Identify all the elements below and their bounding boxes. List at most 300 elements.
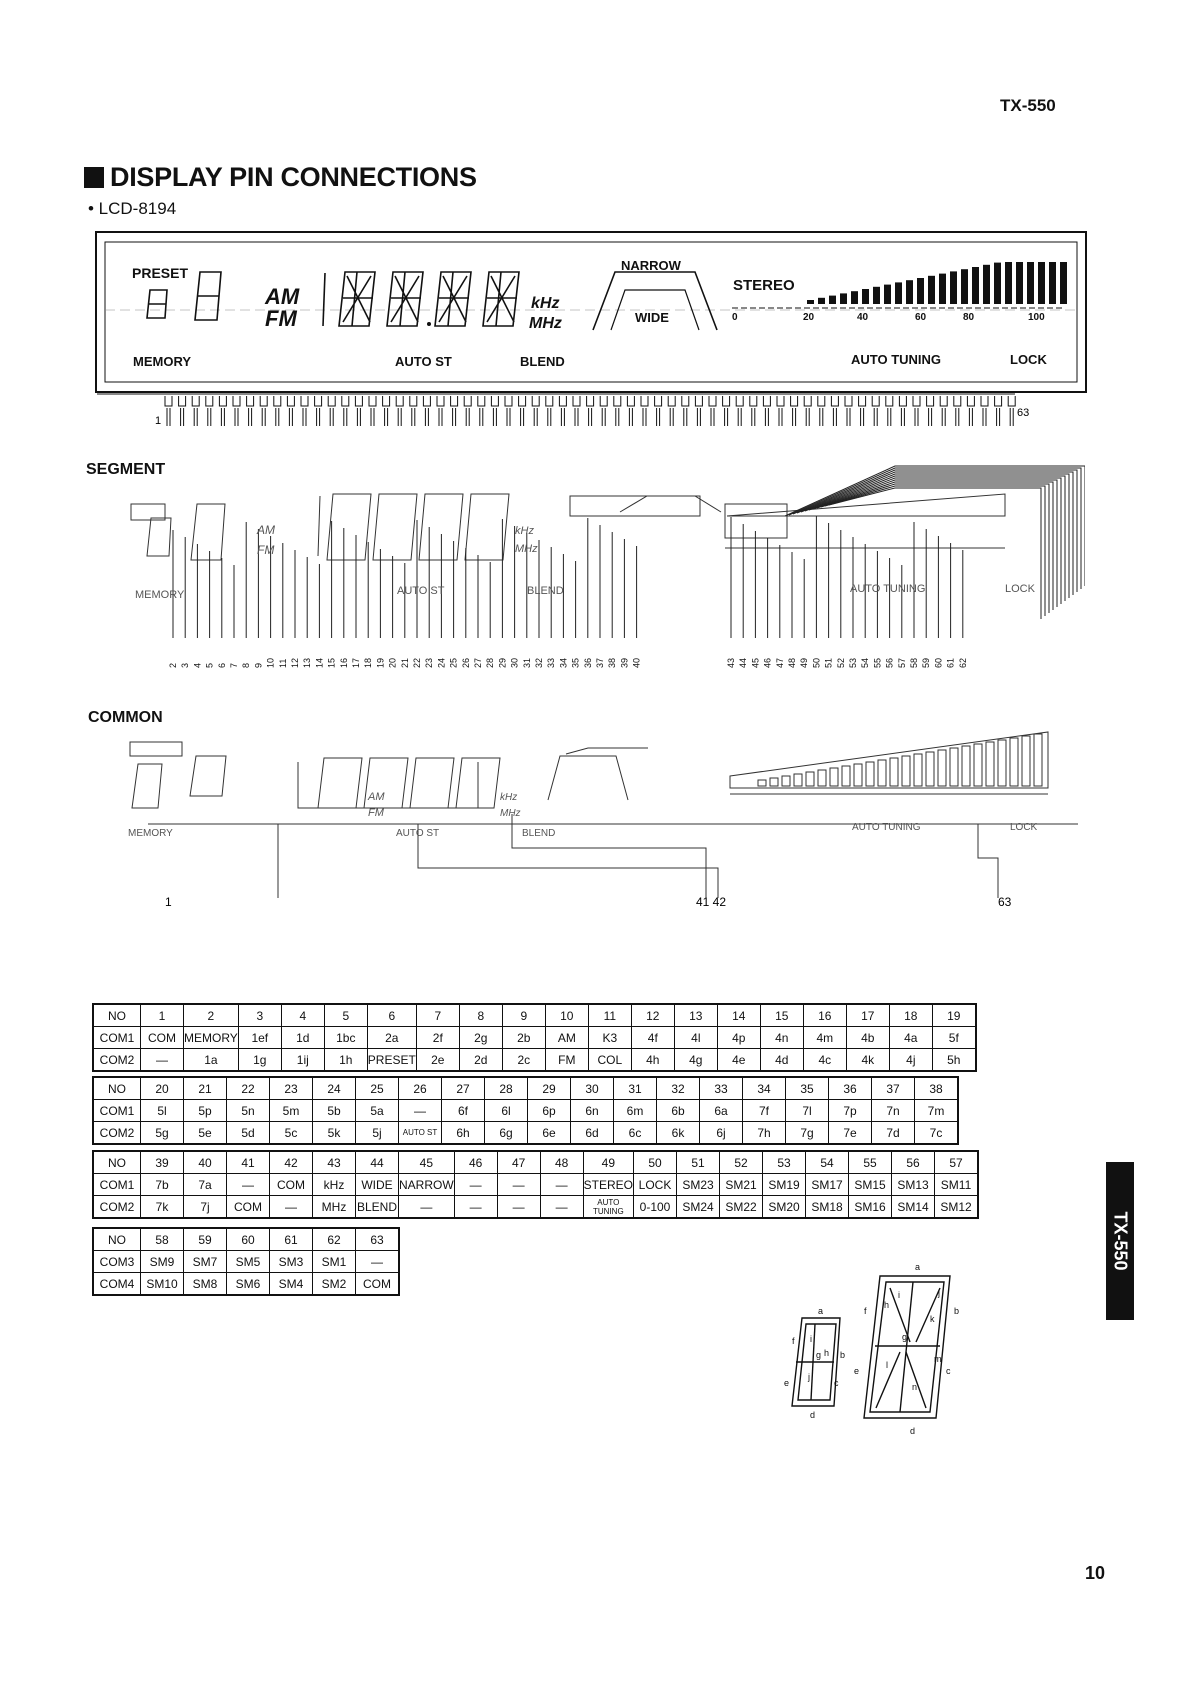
table-cell: 51 [677,1151,720,1174]
table-cell: 34 [743,1077,786,1100]
table-cell: 18 [889,1004,932,1027]
segment-bus-wire [797,472,1073,595]
table-cell: 4n [760,1027,803,1049]
seg7-label: c [834,1378,839,1388]
table-cell: 55 [849,1151,892,1174]
table-cell: SM18 [806,1196,849,1219]
common-bar [1010,738,1018,786]
table-cell: SM2 [313,1273,356,1296]
pin [818,396,825,426]
seg-memory: MEMORY [135,589,185,601]
pin [695,396,702,426]
table-cell: SM20 [763,1196,806,1219]
segment-pin-number: 61 [945,657,956,668]
pin [410,396,417,426]
segment-pin-number: 62 [957,657,968,668]
com-auto-tuning: AUTO TUNING [852,822,921,833]
pin [940,396,947,426]
table-cell: 6f [442,1100,485,1122]
table-cell: — [399,1196,455,1219]
segment-pin-number: 26 [460,657,471,668]
table-cell: — [497,1196,540,1219]
pin [627,396,634,426]
lcd-narrow: NARROW [621,258,681,273]
table-cell: 4 [281,1004,324,1027]
segment-pin-number: 48 [787,657,797,668]
row-header: NO [93,1151,141,1174]
table-cell: SM10 [141,1273,184,1296]
table-cell: 41 [227,1151,270,1174]
segment-pin-number: 10 [265,657,276,668]
table-cell: 6m [614,1100,657,1122]
table-cell: 17 [846,1004,889,1027]
table-cell: 4a [889,1027,932,1049]
common-bar [830,768,838,786]
table-cell: 7l [786,1100,829,1122]
segment-pin-number: 53 [848,657,858,668]
seg7-label: j [808,1372,810,1382]
segment-pin-number: 15 [326,657,337,668]
pin [287,396,294,426]
row-header: COM2 [93,1049,141,1072]
table-row [93,1077,958,1100]
table-cell: 2g [459,1027,502,1049]
pin [437,396,444,426]
seg-lock: LOCK [1005,583,1035,595]
table-cell: 7e [829,1122,872,1145]
seg-blend: BLEND [527,585,564,597]
common-bar [758,780,766,786]
row-header: COM2 [93,1196,141,1219]
table-cell: 6b [657,1100,700,1122]
com-lock: LOCK [1010,822,1038,833]
pin [423,396,430,426]
table-cell: 6j [700,1122,743,1145]
table-cell: 1ij [281,1049,324,1072]
table-cell: COM [270,1174,313,1196]
table-cell: SM3 [270,1251,313,1273]
table-cell: SM14 [892,1196,935,1219]
segment-pin-number: 3 [180,662,191,668]
table-cell: SM12 [935,1196,979,1219]
seg16-label: d [910,1426,916,1436]
table-cell: 4d [760,1049,803,1072]
pin-table-39-57 [92,1150,979,1219]
lcd-wide: WIDE [635,310,669,325]
pin [179,396,186,426]
table-cell: 15 [760,1004,803,1027]
meter-bar [829,296,836,304]
table-cell: 4h [631,1049,674,1072]
com-bars [758,734,1042,786]
table-cell: 40 [184,1151,227,1174]
segment-pin-number: 8 [241,662,252,668]
table-cell: 6l [485,1100,528,1122]
lcd-mhz: MHz [529,315,562,332]
common-bar [902,756,910,786]
pin [532,396,539,426]
pin [736,396,743,426]
table-cell: SM23 [677,1174,720,1196]
table-cell: BLEND [356,1196,399,1219]
table-cell: 1 [141,1004,184,1027]
table-cell: SM13 [892,1174,935,1196]
table-row [93,1196,978,1219]
pin [587,396,594,426]
common-bar [806,772,814,786]
segment-pin-number: 47 [774,657,785,668]
table-cell: SM19 [763,1174,806,1196]
table-cell: — [454,1174,497,1196]
pin [573,396,580,426]
seg16-label: e [854,1366,860,1376]
pin [247,396,254,426]
table-row [93,1122,958,1145]
table-cell: SM15 [849,1174,892,1196]
common-bar [974,744,982,786]
common-bar [770,778,778,786]
table-cell: AUTO TUNING [583,1196,633,1219]
segment-pin-number: 21 [399,657,410,668]
common-bar [950,748,958,786]
seg16-label: j [938,1288,940,1298]
meter-bar [862,289,869,304]
pin [655,396,662,426]
table-cell: 8 [459,1004,502,1027]
segment-pin-number: 16 [338,657,349,668]
table-cell: 53 [763,1151,806,1174]
table-cell: 4p [717,1027,760,1049]
common-bar [998,740,1006,786]
seg7-label: e [784,1378,790,1388]
table-cell: 5c [270,1122,313,1145]
table-cell: 5l [141,1100,184,1122]
pin [954,396,961,426]
common-bar [842,766,850,786]
common-bar [878,760,886,786]
segment-pin-number: 51 [823,657,834,668]
pin [641,396,648,426]
table-cell: 35 [786,1077,829,1100]
common-bar [866,762,874,786]
table-cell: 39 [141,1151,184,1174]
common-bar [962,746,970,786]
table-cell: 36 [829,1077,872,1100]
segment-pin-number: 57 [896,657,907,668]
pin-1-label: 1 [155,415,162,427]
segment-pin-number: 37 [595,657,605,668]
common-label: COMMON [88,709,163,726]
table-row [93,1100,958,1122]
table-cell: 7k [141,1196,184,1219]
seg-fm: FM [257,543,275,557]
pin [899,396,906,426]
pin [369,396,376,426]
com-am: AM [368,791,385,803]
seg16-label: n [912,1382,918,1392]
pin [451,396,458,426]
table-row [93,1251,399,1273]
segment-pin-number: 18 [363,657,374,668]
title-text: DISPLAY PIN CONNECTIONS [110,162,477,192]
segment-pin-number: 6 [216,662,227,668]
row-header: COM2 [93,1122,141,1145]
seg7-label: h [824,1348,830,1358]
scale-60: 60 [915,312,927,323]
table-cell: 4f [631,1027,674,1049]
common-bar [794,774,802,786]
pin [396,396,403,426]
segment-pin-number: 46 [762,657,773,668]
pin [355,396,362,426]
row-header: COM1 [93,1027,141,1049]
com-mhz: MHz [500,808,521,819]
common-bar [890,758,898,786]
pin [682,396,689,426]
row-header: NO [93,1004,141,1027]
pin [192,396,199,426]
seg7-label: i [810,1334,812,1344]
pin [383,396,390,426]
table-cell: — [540,1196,583,1219]
seg16-label: l [886,1360,888,1370]
table-cell: 52 [720,1151,763,1174]
segment-pin-number: 58 [909,657,919,668]
table-cell: 7a [184,1174,227,1196]
pin-63-label: 63 [1017,407,1030,419]
com-blend: BLEND [522,828,556,839]
table-cell: 48 [540,1151,583,1174]
table-cell: 6p [528,1100,571,1122]
pin [505,396,512,426]
meter-bar [1005,262,1012,304]
table-row [93,1228,399,1251]
meter-bar [895,282,902,304]
pin [927,396,934,426]
pin-table-20-38 [92,1076,959,1145]
table-cell: 12 [631,1004,674,1027]
pin [763,396,770,426]
table-cell: 4l [674,1027,717,1049]
seg7-label: g [816,1350,822,1360]
table-cell: — [497,1174,540,1196]
pin [328,396,335,426]
table-cell: 2d [459,1049,502,1072]
table-cell: 5d [227,1122,270,1145]
lcd-lock: LOCK [1010,352,1047,367]
segment-pin-number: 4 [192,662,203,668]
row-header: NO [93,1228,141,1251]
segment-pin-number: 28 [485,657,496,668]
table-cell: 10 [545,1004,588,1027]
pin [559,396,566,426]
table-cell: SM1 [313,1251,356,1273]
segment-pin-number: 59 [921,657,932,668]
table-cell: 3 [238,1004,281,1027]
subtitle: • LCD-8194 [88,199,177,218]
pin [165,396,172,426]
segment-pin-number: 17 [351,657,361,668]
common-bar [1022,736,1030,786]
seg16-label: k [930,1314,935,1324]
table-cell: — [540,1174,583,1196]
lcd-panel [95,228,1090,428]
com-fm: FM [368,807,384,819]
meter-bar [884,285,891,304]
table-cell: SM22 [720,1196,763,1219]
segment-pin-number: 33 [546,657,557,668]
scale-0: 0 [732,312,738,323]
meter-bar [928,276,935,304]
common-bar [938,750,946,786]
com-pin-63: 63 [998,895,1012,908]
segment-pin-number: 50 [811,657,822,668]
segment-pin-number: 20 [387,657,398,668]
segment-pin-number: 30 [509,657,520,668]
table-cell: SM4 [270,1273,313,1296]
table-cell: 49 [583,1151,633,1174]
table-cell: 7 [416,1004,459,1027]
meter-bar [1060,262,1067,304]
side-tab [1106,1162,1134,1320]
table-cell: 44 [356,1151,399,1174]
meter-bar [1038,262,1045,304]
table-row [93,1151,978,1174]
table-cell: 5p [184,1100,227,1122]
seg7-label: b [840,1350,846,1360]
row-header: NO [93,1077,141,1100]
table-cell: LOCK [634,1174,677,1196]
table-cell: SM8 [184,1273,227,1296]
table-cell: 7j [184,1196,227,1219]
table-cell: MHz [313,1196,356,1219]
meter-bar [840,293,847,304]
segment-pin-number: 43 [726,657,736,668]
table-cell: 56 [892,1151,935,1174]
table-cell: — [454,1196,497,1219]
seg16-label: b [954,1306,960,1316]
meter-bar [906,280,913,304]
segment-pin-number: 29 [497,657,508,668]
common-bar [1034,734,1042,786]
table-cell: 50 [634,1151,677,1174]
table-cell: 5m [270,1100,313,1122]
table-cell: 46 [454,1151,497,1174]
pin [831,396,838,426]
pin [546,396,553,426]
table-cell: 6c [614,1122,657,1145]
table-cell: 20 [141,1077,184,1100]
table-cell: 21 [184,1077,227,1100]
segment-pin-number: 60 [933,657,944,668]
table-cell: 5n [227,1100,270,1122]
table-cell: 6g [485,1122,528,1145]
table-cell: 5j [356,1122,399,1145]
page-title [84,162,477,193]
common-bar [914,754,922,786]
table-cell: 5g [141,1122,184,1145]
meter-bar [818,298,825,304]
segment-pin-number: 52 [835,657,846,668]
segment-pin-number: 5 [204,662,215,668]
table-cell: 7m [915,1100,959,1122]
table-cell: 62 [313,1228,356,1251]
table-cell: COM [227,1196,270,1219]
pin [709,396,716,426]
table-cell: 6d [571,1122,614,1145]
table-cell: 33 [700,1077,743,1100]
table-cell: 2c [502,1049,545,1072]
table-cell: 23 [270,1077,313,1100]
table-cell: SM11 [935,1174,979,1196]
pin [600,396,607,426]
table-cell: 1h [324,1049,367,1072]
table-cell: 0-100 [634,1196,677,1219]
segment-pin-number: 13 [302,657,313,668]
table-cell: K3 [588,1027,631,1049]
table-cell: 6a [700,1100,743,1122]
table-cell: 2a [367,1027,416,1049]
table-row [93,1174,978,1196]
table-cell: 30 [571,1077,614,1100]
row-header: COM4 [93,1273,141,1296]
pin [206,396,213,426]
meter-bar [972,267,979,304]
seg16-label: g [902,1332,908,1342]
table-cell: 5b [313,1100,356,1122]
table-cell: 7b [141,1174,184,1196]
meter-bar [994,263,1001,304]
segment-pin-number: 32 [534,657,544,668]
lcd-am: AM [265,284,300,309]
table-cell: 4k [846,1049,889,1072]
seg16-label: i [898,1290,900,1300]
meter-bar [807,300,814,304]
table-cell: 60 [227,1228,270,1251]
table-cell: COL [588,1049,631,1072]
table-cell: SM9 [141,1251,184,1273]
meter-bar [939,274,946,304]
table-cell: 27 [442,1077,485,1100]
common-diagram [118,728,1078,908]
pin-comb [97,394,1015,426]
table-cell: 7n [872,1100,915,1122]
segment-pin-number: 31 [521,657,532,668]
table-row [93,1027,976,1049]
bullet-square [84,167,104,188]
table-cell: 31 [614,1077,657,1100]
pin-table-58-63 [92,1227,400,1296]
table-cell: 58 [141,1228,184,1251]
com-pin-41-42: 41 42 [696,895,727,908]
pin [301,396,308,426]
table-cell: SM7 [184,1251,227,1273]
seg16-label: h [884,1300,890,1310]
pin [464,396,471,426]
pin [777,396,784,426]
lcd-memory: MEMORY [133,354,192,369]
table-cell: 1g [238,1049,281,1072]
table-cell: 59 [184,1228,227,1251]
table-row [93,1273,399,1296]
pin [342,396,349,426]
table-cell: 2b [502,1027,545,1049]
segment-bus-wire [829,488,1041,619]
segment-pin-number: 40 [631,657,642,668]
table-cell: SM6 [227,1273,270,1296]
pin [981,396,988,426]
com-pin-1: 1 [165,895,172,908]
